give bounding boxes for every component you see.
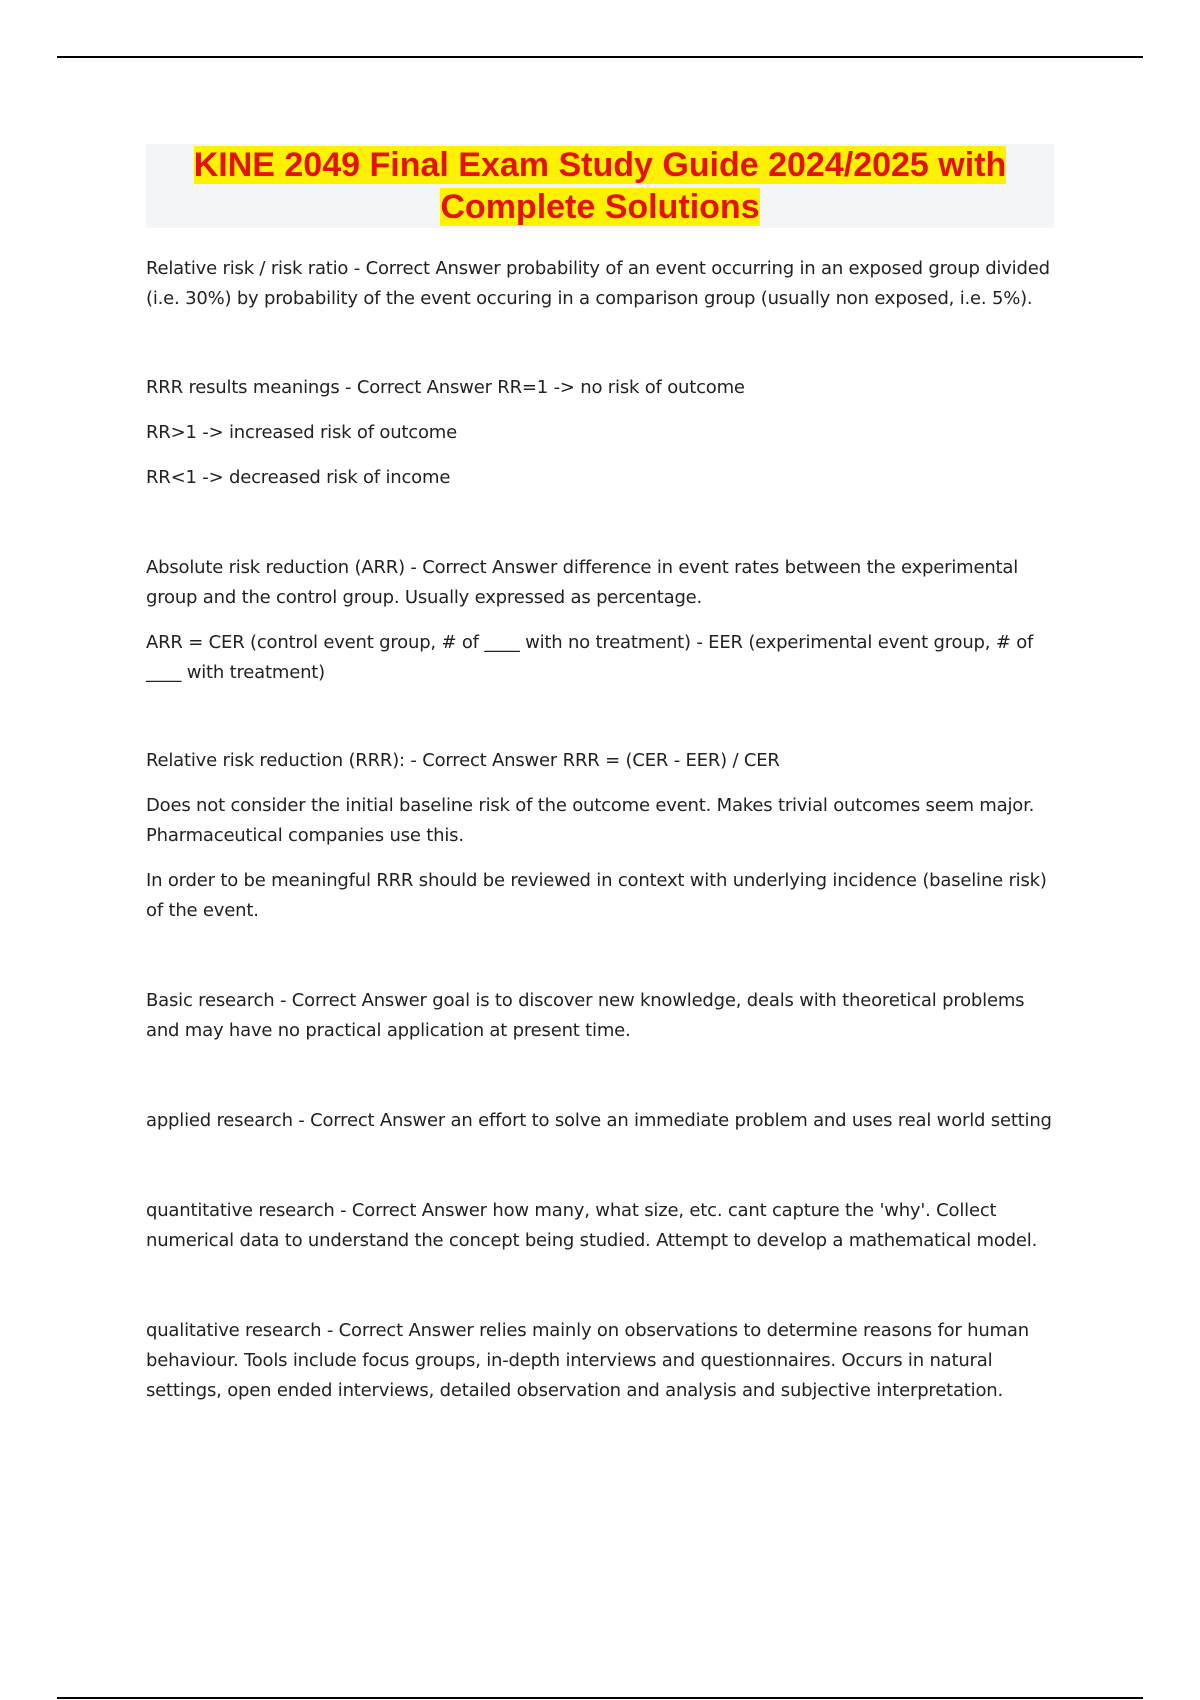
document-body [146, 254, 1056, 1406]
entry-arr-formula: ARR = CER (control event group, # of ____ with no treatment) - EER (experimental event group, # of ____ with treatment) [146, 632, 1034, 683]
entry-rr-less: RR<1 -> decreased risk of income [146, 467, 451, 488]
entry-rrr-meaningful: In order to be meaningful RRR should be reviewed in context with underlying incidence (baseline risk) of the event. [146, 870, 1047, 921]
entry-qualitative-research: qualitative research - Correct Answer relies mainly on observations to determine reasons for human behaviour. Tools include focus groups, in-depth interviews and questionnaires. Occurs in natural settings, open ended interviews, detailed observation and analysis and subjective interpretation. [146, 1320, 1029, 1401]
entry-rrr-results: RRR results meanings - Correct Answer RR=1 -> no risk of outcome [146, 377, 745, 398]
entry-rrr: Relative risk reduction (RRR): - Correct Answer RRR = (CER - EER) / CER [146, 750, 780, 771]
entry-rrr-baseline: Does not consider the initial baseline risk of the outcome event. Makes trivial outcomes seem major. Pharmaceutical companies use this. [146, 795, 1035, 846]
title-box [146, 144, 1054, 228]
entry-basic-research: Basic research - Correct Answer goal is to discover new knowledge, deals with theoretical problems and may have no practical application at present time. [146, 990, 1025, 1041]
bottom-rule [57, 1697, 1143, 1699]
entry-rr-greater: RR>1 -> increased risk of outcome [146, 422, 457, 443]
entry-relative-risk: Relative risk / risk ratio - Correct Answer probability of an event occurring in an exposed group divided (i.e. 30%) by probability of the event occuring in a comparison group (usually non exposed, i.e. 5%). [146, 258, 1050, 309]
document-title: KINE 2049 Final Exam Study Guide 2024/2025 with Complete Solutions [193, 146, 1007, 226]
entry-applied-research: applied research - Correct Answer an effort to solve an immediate problem and uses real world setting [146, 1110, 1052, 1131]
top-rule [57, 56, 1143, 58]
entry-arr: Absolute risk reduction (ARR) - Correct Answer difference in event rates between the experimental group and the control group. Usually expressed as percentage. [146, 557, 1019, 608]
entry-quantitative-research: quantitative research - Correct Answer how many, what size, etc. cant capture the 'why'. Collect numerical data to understand the concept being studied. Attempt to develop a mathematical model. [146, 1200, 1038, 1251]
